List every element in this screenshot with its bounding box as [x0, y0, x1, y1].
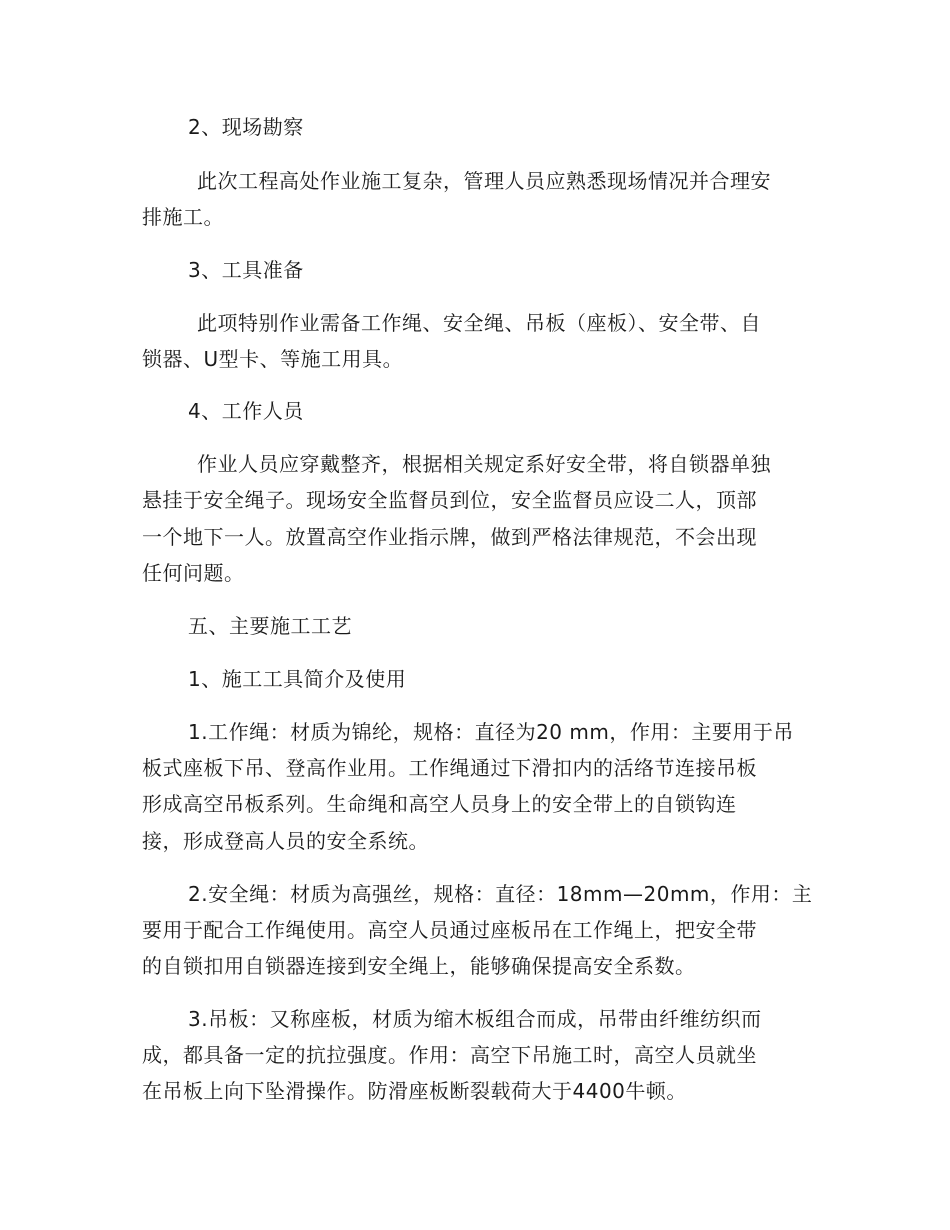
section-2-line-2: 排施工。	[142, 205, 224, 229]
section-4-heading: 4、工作人员	[188, 399, 304, 423]
item-2-line-3: 的自锁扣用自锁器连接到安全绳上，能够确保提高安全系数。	[142, 954, 696, 978]
item-2-line-1: 2.安全绳：材质为高强丝，规格：直径：18mm—20mm，作用：主	[188, 882, 813, 906]
section-2-heading: 2、现场勘察	[188, 115, 304, 139]
item-1-line-3: 形成高空吊板系列。生命绳和高空人员身上的安全带上的自锁钩连	[142, 792, 737, 816]
section-3-line-1: 此项特别作业需备工作绳、安全绳、吊板（座板）、安全带、自	[197, 311, 761, 335]
item-2-line-2: 要用于配合工作绳使用。高空人员通过座板吊在工作绳上，把安全带	[142, 918, 757, 942]
item-3-line-3: 在吊板上向下坠滑操作。防滑座板断裂载荷大于4400牛顿。	[142, 1079, 687, 1103]
section-2-line-1: 此次工程高处作业施工复杂，管理人员应熟悉现场情况并合理安	[197, 169, 771, 193]
section-4-line-3: 一个地下一人。放置高空作业指示牌，做到严格法律规范，不会出现	[142, 525, 757, 549]
subsection-1-heading: 1、施工工具简介及使用	[188, 667, 407, 691]
item-1-line-2: 板式座板下吊、登高作业用。工作绳通过下滑扣内的活络节连接吊板	[142, 756, 757, 780]
section-4-line-2: 悬挂于安全绳子。现场安全监督员到位，安全监督员应设二人，顶部	[142, 488, 757, 512]
item-1-line-1: 1.工作绳：材质为锦纶，规格：直径为20 mm，作用：主要用于吊	[188, 720, 794, 744]
section-4-line-1: 作业人员应穿戴整齐，根据相关规定系好安全带，将自锁器单独	[197, 452, 771, 476]
item-3-line-1: 3.吊板：又称座板，材质为缩木板组合而成，吊带由纤维纺织而	[188, 1007, 762, 1031]
item-1-line-4: 接，形成登高人员的安全系统。	[142, 829, 429, 853]
section-4-line-4: 任何问题。	[142, 561, 245, 585]
item-3-line-2: 成，都具备一定的抗拉强度。作用：高空下吊施工时，高空人员就坐	[142, 1043, 757, 1067]
section-5-heading: 五、主要施工工艺	[188, 614, 352, 638]
section-3-line-2: 锁器、U型卡、等施工用具。	[142, 347, 404, 371]
section-3-heading: 3、工具准备	[188, 258, 304, 282]
